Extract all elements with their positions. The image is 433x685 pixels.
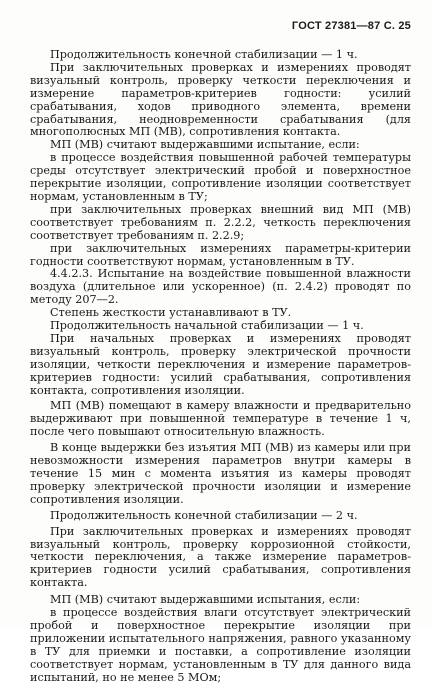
paragraph: МП (МВ) помещают в камеру влажности и предварительно выдерживают при повышенной температуре в течение 1 ч, после чего повышают относительную влажность. bbox=[30, 399, 411, 439]
paragraph: При начальных проверках и измерениях проводят визуальный контроль, проверку электрической прочности изоляции, четкости переключения и измерение параметров-критериев годности: усилий срабатывания, сопротивления контакта, сопротивления изоляции. bbox=[30, 331, 411, 397]
document-body bbox=[30, 49, 411, 685]
page-header: ГОСТ 27381—87 С. 25 bbox=[291, 20, 411, 32]
paragraph: в процессе воздействия повышенной рабочей температуры среды отсутствует электрический пробой и поверхностное перекрытие изоляции, сопротивление изоляции соответствует нормам, установленным в ТУ; bbox=[30, 151, 411, 203]
paragraph: 4.4.2.3. Испытание на воздействие повышенной влажности воздуха (длительное или ускоренное) (п. 2.4.2) проводят по методу 207—2. bbox=[30, 267, 411, 307]
paragraph: Продолжительность начальной стабилизации — 1 ч. bbox=[50, 319, 364, 333]
paragraph: Продолжительность конечной стабилизации — 2 ч. bbox=[50, 508, 358, 522]
paragraph: в процессе воздействия влаги отсутствует электрический пробой и поверхностное перекрытие изоляции при приложении испытательного напряжения, равного указанному в ТУ для приемки и поставки, а сопротивление изоляции соответствует нормам, установленным в ТУ для данного вида испытаний, но не менее 5 МОм; bbox=[30, 606, 411, 684]
paragraph: При заключительных проверках и измерениях проводят визуальный контроль, проверку четкости переключения и измерение параметров-критериев годности: усилий срабатывания, ходов приводного элемента, времени срабатывания, неодновременности срабатывания (для многополюсных МП (МВ), сопротивления контакта. bbox=[30, 60, 411, 139]
paragraph: МП (МВ) считают выдержавшими испытания, если: bbox=[50, 593, 361, 607]
paragraph: МП (МВ) считают выдержавшими испытание, если: bbox=[50, 138, 360, 152]
paragraph: Продолжительность конечной стабилизации — 1 ч. bbox=[50, 48, 358, 61]
paragraph: В конце выдержки без изъятия МП (МВ) из камеры или при невозможности измерения параметров внутри камеры в течение 15 мин с момента изъятия из камеры проводят проверку электрической прочности изоляции и измерение сопротивления изоляции. bbox=[30, 441, 411, 506]
paragraph: при заключительных проверках внешний вид МП (МВ) соответствует требованиям п. 2.2.2, четкость переключения соответствует требованиям п. 2.2.9; bbox=[30, 202, 411, 242]
paragraph: при заключительных измерениях параметры-критерии годности соответствуют нормам, установленным в ТУ. bbox=[30, 241, 411, 268]
paragraph: Степень жесткости устанавливают в ТУ. bbox=[50, 306, 292, 320]
paragraph: При заключительных проверках и измерениях проводят визуальный контроль, проверку коррозионной стойкости, четкости переключения, а также измерение параметров-критериев годности усилий срабатывания, сопротивления контакта. bbox=[30, 524, 411, 590]
